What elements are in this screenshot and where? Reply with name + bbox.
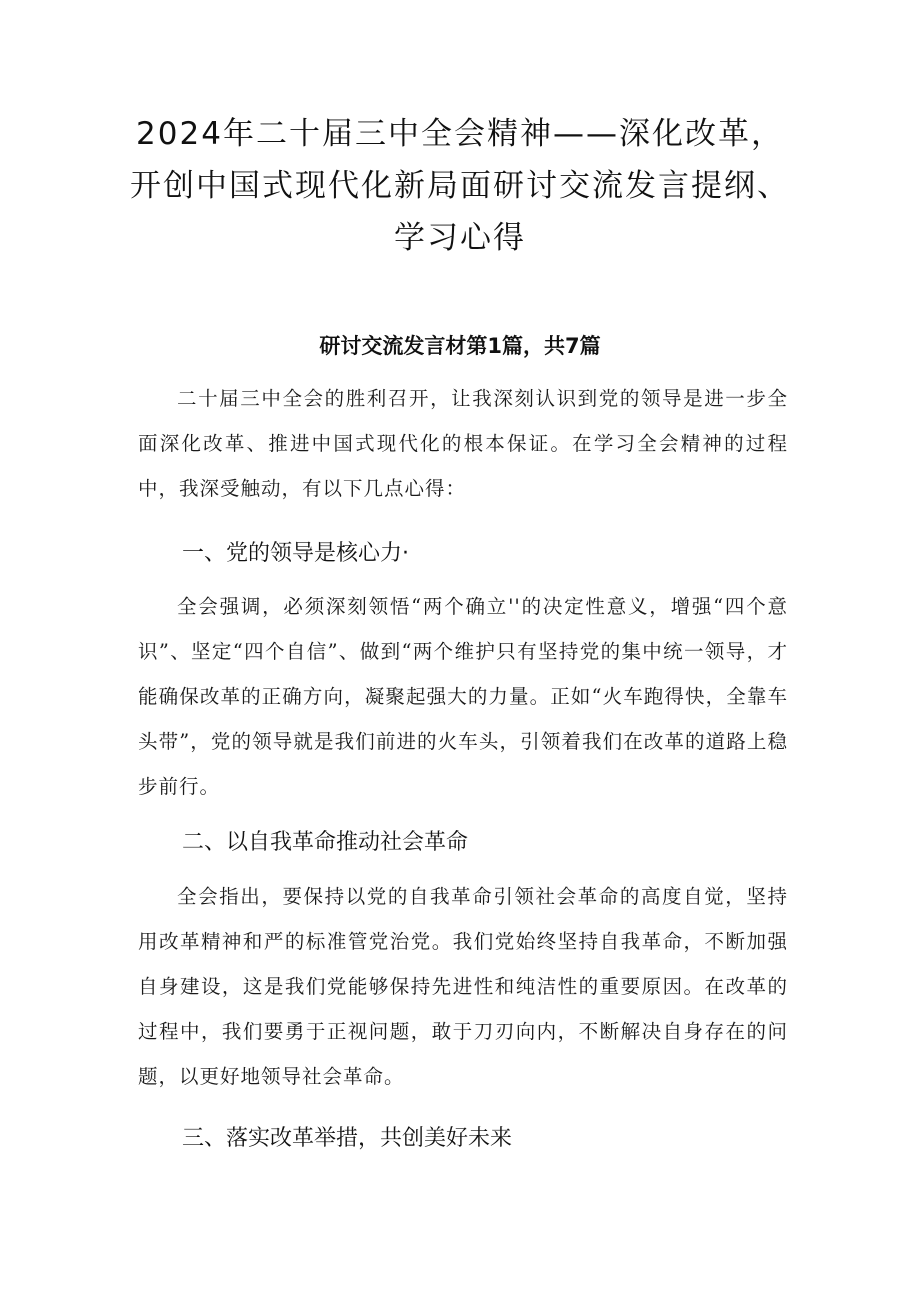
document-subtitle: 研讨交流发言材第1篇，共7篇 bbox=[319, 334, 601, 358]
section-body-2: 全会指出，要保持以党的自我革命引领社会革命的高度自觉，坚持用改革精神和严的标准管党治党。我们党始终坚持自我革命，不断加强自身建设，这是我们党能够保持先进性和纯洁性的重要原因。在改革的过程中，我们要勇于正视问题，敢于刀刃向内，不断解决自身存在的问题，以更好地领导社会革命。 bbox=[138, 885, 788, 1088]
intro-paragraph: 二十届三中全会的胜利召开，让我深刻认识到党的领导是进一步全面深化改革、推进中国式现代化的根本保证。在学习全会精神的过程中，我深受触动，有以下几点心得： bbox=[138, 387, 788, 500]
document-title: 2024年二十届三中全会精神——深化改革，开创中国式现代化新局面研讨交流发言提纲、学习心得 bbox=[130, 116, 790, 256]
section-body-1: 全会强调，必须深刻领悟“两个确立''的决定性意义，增强“四个意识”、坚定“四个自信”、做到“两个维护只有坚持党的集中统一领导，才能确保改革的正确方向，凝聚起强大的力量。正如“火车跑得快，全靠车头带”，党的领导就是我们前进的火车头，引领着我们在改革的道路上稳步前行。 bbox=[138, 595, 788, 798]
section-heading-3: 三、落实改革举措，共创美好未来 bbox=[182, 1126, 513, 1151]
section-heading-1: 一、党的领导是核心力· bbox=[182, 541, 409, 566]
section-heading-2: 二、以自我革命推动社会革命 bbox=[182, 830, 469, 855]
